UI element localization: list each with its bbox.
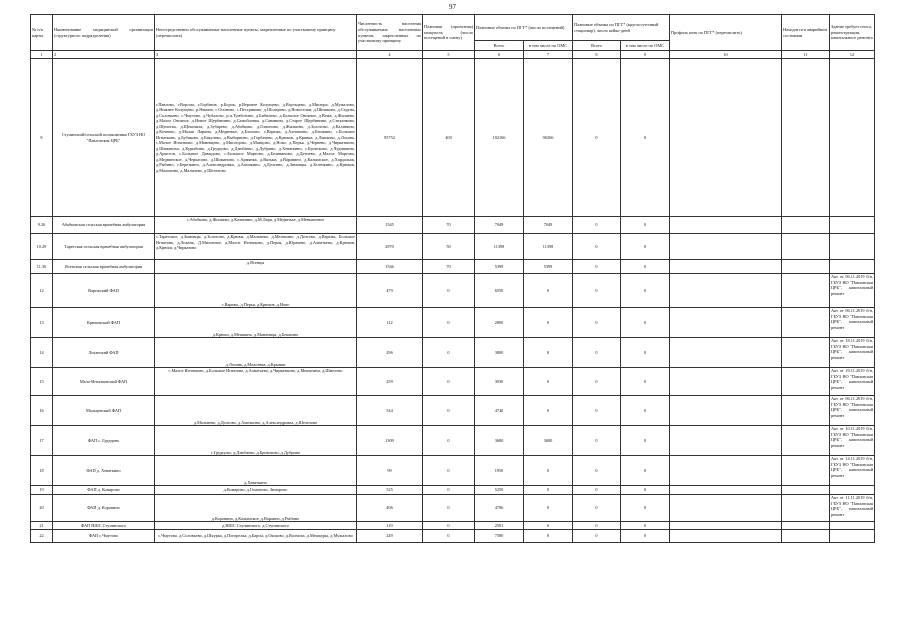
bed-days-total-cell: 0 (573, 426, 621, 456)
visits-oms-cell: 7049 (524, 217, 573, 234)
facility-name: ФАП НШС Ступинского (53, 522, 155, 530)
bed-profile-cell (670, 530, 782, 543)
header-col89: Плановые объемы по ПГГ* (круглосуточный стационар), число койко-дней (573, 15, 670, 41)
population-cell: 259 (357, 368, 423, 396)
bed-days-oms-cell: 0 (621, 495, 670, 522)
facility-name: Варежский ФАП (53, 274, 155, 308)
emergency-cell (782, 59, 830, 217)
repair-cell (830, 522, 875, 530)
visits-total-cell: 3800 (475, 338, 524, 368)
visits-total-cell: 3930 (475, 368, 524, 396)
bed-profile-cell (670, 260, 782, 274)
row-id: 18 (31, 456, 53, 486)
emergency-cell (782, 456, 830, 486)
bed-profile-cell (670, 426, 782, 456)
repair-cell: Акт от 10.11.2019 б/н, ГБУЗ НО "Павловская ЦРБ", капитальный ремонт (830, 426, 875, 456)
facility-name: Мальцевский ФАП (53, 396, 155, 426)
facility-name: Мало-Игнатковский ФАП (53, 368, 155, 396)
served-places: с.Грудцово, д.Дзюбаево, д.Бровсково, д.Дубрино (155, 426, 357, 456)
visits-oms-cell: 0 (524, 530, 573, 543)
facility-name: Ясенская сельская врачебная амбулатория (53, 260, 155, 274)
table-row (31, 426, 875, 456)
bed-days-oms-cell: 0 (621, 217, 670, 234)
repair-cell (830, 530, 875, 543)
bed-profile-cell (670, 456, 782, 486)
population-cell: 479 (357, 274, 423, 308)
facilities-table (30, 14, 875, 543)
repair-cell: Акт от 06.11.2019 б/н, ГБУЗ НО "Павловская ЦРБ", капитальный ремонт (830, 308, 875, 338)
repair-cell: Акт от 06.11.2019 б/н, ГБУЗ НО "Павловская ЦРБ", капитальный ремонт (830, 396, 875, 426)
header-col10: Профиль коек по ПГГ* (перечислить) (670, 15, 782, 51)
col-number: 10 (670, 51, 782, 59)
visits-total-cell: 6550 (475, 274, 524, 308)
col-number: 6 (475, 51, 524, 59)
table-row (31, 260, 875, 274)
capacity-cell: 0 (423, 338, 475, 368)
col-number: 2 (53, 51, 155, 59)
emergency-cell (782, 308, 830, 338)
bed-days-oms-cell: 0 (621, 234, 670, 260)
row-id: 15 (31, 368, 53, 396)
bed-profile-cell (670, 368, 782, 396)
visits-total-cell: 5250 (475, 486, 524, 495)
capacity-cell: 0 (423, 486, 475, 495)
served-places: д.Мальнево, д.Долгово, д.Амочкино, д.Александровка, д.Шелехово (155, 396, 357, 426)
population-cell: 99 (357, 456, 423, 486)
facility-name: ФАП с. Грудцово (53, 426, 155, 456)
repair-cell (830, 260, 875, 274)
table-row (31, 396, 875, 426)
header-col5: Плановая (проектная) мощность (число посещений в смену) (423, 15, 475, 51)
bed-days-total-cell: 0 (573, 530, 621, 543)
header-col3: Непосредственно обслуживаемые населенные пункты, закрепленные по участковому принципу (перечислить) (155, 15, 357, 51)
bed-profile-cell (670, 338, 782, 368)
visits-oms-cell: 0 (524, 308, 573, 338)
header-col2: Наименование медицинской организации (структурного подразделения) (53, 15, 155, 51)
repair-cell: Акт от 14.11.2019 б/н, ГБУЗ НО "Павловская ЦРБ", капитальный ремонт (830, 456, 875, 486)
table-row (31, 59, 875, 217)
row-id: 17 (31, 426, 53, 456)
bed-profile-cell (670, 308, 782, 338)
served-places: с.Абабково, д.Жиляево, д.Калинино, д.М.Ларя, д.Медвежье, д.Меньшеевое (155, 217, 357, 234)
visits-total-cell: 102166 (475, 59, 524, 217)
visits-oms-cell: 0 (524, 338, 573, 368)
served-places: д.Крюки, д.Мешкино, д.Манаевцы, д.Бешкино (155, 308, 357, 338)
visits-oms-cell: 11398 (524, 234, 573, 260)
emergency-cell (782, 396, 830, 426)
capacity-cell: 50 (423, 234, 475, 260)
visits-total-cell: 5399 (475, 260, 524, 274)
population-cell: 525 (357, 486, 423, 495)
population-cell: 95752 (357, 59, 423, 217)
population-cell: 2970 (357, 234, 423, 260)
bed-profile-cell (670, 495, 782, 522)
capacity-cell: 0 (423, 426, 475, 456)
visits-total-cell: 2581 (475, 522, 524, 530)
emergency-cell (782, 522, 830, 530)
emergency-cell (782, 217, 830, 234)
table-row (31, 217, 875, 234)
col-number: 1 (31, 51, 53, 59)
population-cell: 544 (357, 396, 423, 426)
bed-days-total-cell: 0 (573, 234, 621, 260)
table-row (31, 368, 875, 396)
capacity-cell: 0 (423, 274, 475, 308)
bed-days-total-cell: 0 (573, 338, 621, 368)
bed-days-total-cell: 0 (573, 396, 621, 426)
capacity-cell: 0 (423, 495, 475, 522)
row-id: 11.30 (31, 260, 53, 274)
served-places: д.Коровино, д.Калымское, д.Вараино, д.Рыбино (155, 495, 357, 522)
table-row (31, 495, 875, 522)
bed-days-total-cell: 0 (573, 260, 621, 274)
population-cell: 1545 (357, 217, 423, 234)
capacity-cell: 0 (423, 456, 475, 486)
served-places: г.Павлово, г.Ворсма, г.Горбатов, р.Борок, р.Верхнее Колущево, д.Ваульцево, д.Мисюра, д.Мужалово, д.Нижнее Колущево, р.Ячкино, с.Осиново, с.Пестриково, д.Шоларево, д.Новоселки, д.Шишково, д.Струна, д.Соловьево, с.Чмутово, д.Чубалово, р.п.Тумботино, д.Бибилево, д.Большое Овсяное, д.Вежа, д.Жиляево, д.Малое Овсяное, д.Новое Щербинино, д.Самойловка, д.Саванино, д.Старое Щербинино, д.Стиханково, д.Щепотка, д.Щекочиха, д.Зубарево, д.Абабково, д.Гомоново, д.Жилкино, д.Золотово, д.Калинино, д.Кочнево, д.Малая Ларина, д.Медвежье, д.Блохово, с.Варежь, д.Ахнатьево, д.Бешкино, с.Большое Игнатково, д.Бубаково, д.Бакулево, д.Выборново, д.Горбачево, д.Крюков, д.Кривка, д.Лыкково, д.Лохань, с.Малое Игнатково, д.Маневцево, д.Мясоедово, д.Манцово, д.Ново, д.Перья, д.Чернево, д.Чиркаткино, д.Шаманиха, д.Курыбино, д.Грудцово, д.Дзюбаево, д.Дубрино, д.Хеваткино, с.Бровсково, д.Чудинкино, д.Аристов, с.Большое Давыдово, с.Большое Мартово, д.Беливаново, д.Детнево, д.Малое Мартово, д.Медвинское, д.Черкасово, д.Шиманово, с.Армянка, д.Вязьма, д.Варавино, д.Калымское, д.Хардалыж, д.Рыбино, г.Березкино, д.Александровка, д.Амочкино, д.Долгино, д.Зимовцы, д.Зеленкино, д.Крюков, д.Малокино, д.Мальнево, д.Шелехово (155, 59, 357, 217)
bed-days-total-cell: 0 (573, 456, 621, 486)
bed-days-oms-cell: 0 (621, 486, 670, 495)
capacity-cell: 70 (423, 217, 475, 234)
table-row (31, 522, 875, 530)
bed-days-oms-cell: 0 (621, 274, 670, 308)
bed-days-oms-cell: 0 (621, 59, 670, 217)
repair-cell (830, 217, 875, 234)
bed-profile-cell (670, 274, 782, 308)
repair-cell (830, 59, 875, 217)
emergency-cell (782, 426, 830, 456)
served-places: д.НШС Ступинского, д.Ступинского (155, 522, 357, 530)
bed-profile-cell (670, 522, 782, 530)
table-row (31, 338, 875, 368)
visits-oms-cell: 0 (524, 486, 573, 495)
bed-days-total-cell: 0 (573, 217, 621, 234)
facility-name: ФАП д. Комарово (53, 486, 155, 495)
header-col67: Плановые объемы по ПГГ* (число посещений) (475, 15, 573, 41)
emergency-cell (782, 234, 830, 260)
repair-cell: Акт от 11.11.2019 б/н, ГБУЗ НО "Павловская ЦРБ", капитальный ремонт (830, 495, 875, 522)
bed-days-oms-cell: 0 (621, 338, 670, 368)
row-id: 12 (31, 274, 53, 308)
emergency-cell (782, 486, 830, 495)
repair-cell (830, 486, 875, 495)
table-row (31, 456, 875, 486)
col-number: 7 (524, 51, 573, 59)
capacity-cell: 400 (423, 59, 475, 217)
table-row (31, 234, 875, 260)
bed-profile-cell (670, 486, 782, 495)
col-number: 5 (423, 51, 475, 59)
served-places: с.Чмутово, д.Соловьево, д.Шкурка, д.Погорелка, д.Барсы, д.Оксково, д.Волчиха, д.Мешкуры, д.Мужалово (155, 530, 357, 543)
header-col1: № п/п карты (31, 15, 53, 51)
header-col8: Всего (573, 41, 621, 51)
row-id: 19 (31, 486, 53, 495)
capacity-cell: 0 (423, 522, 475, 530)
header-col11: Находится в аварийном состоянии (782, 15, 830, 51)
visits-oms-cell: 0 (524, 495, 573, 522)
served-places: с.Малое Игнатково, д.Большое Игнатово, д.Ахнатьево, д.Чиркаткино, д.Мешаниха, д.Шмелево (155, 368, 357, 396)
visits-oms-cell: 3680 (524, 426, 573, 456)
facility-name: Лоханский ФАП (53, 338, 155, 368)
population-cell: 1546 (357, 260, 423, 274)
capacity-cell: 0 (423, 368, 475, 396)
population-cell: 112 (357, 308, 423, 338)
row-id: 10.29 (31, 234, 53, 260)
bed-days-total-cell: 0 (573, 486, 621, 495)
header-col7: в том числе по ОМС (524, 41, 573, 51)
visits-total-cell: 7580 (475, 530, 524, 543)
served-places: д.Комарово, д.Гомоново, Зимарово (155, 486, 357, 495)
repair-cell: Акт от 18.11.2019 б/н, ГБУЗ НО "Павловская ЦРБ", капитальный ремонт (830, 338, 875, 368)
capacity-cell: 0 (423, 530, 475, 543)
visits-oms-cell: 0 (524, 396, 573, 426)
emergency-cell (782, 274, 830, 308)
served-places: д.Хеваткино (155, 456, 357, 486)
emergency-cell (782, 368, 830, 396)
population-cell: 406 (357, 495, 423, 522)
facility-name: Ступинский/сельский поликлиника ГБУЗ НО "Павловская ЦРБ" (53, 59, 155, 217)
population-cell: 249 (357, 530, 423, 543)
col-number: 3 (155, 51, 357, 59)
row-id: 8 (31, 59, 53, 217)
table-row (31, 486, 875, 495)
served-places: д.Ясенцы (155, 260, 357, 274)
emergency-cell (782, 338, 830, 368)
row-id: 22 (31, 530, 53, 543)
bed-profile-cell (670, 234, 782, 260)
col-number: 9 (621, 51, 670, 59)
col-number: 12 (830, 51, 875, 59)
bed-days-total-cell: 0 (573, 522, 621, 530)
bed-days-oms-cell: 0 (621, 456, 670, 486)
row-id: 13 (31, 308, 53, 338)
bed-days-oms-cell: 0 (621, 368, 670, 396)
row-id: 21 (31, 522, 53, 530)
row-id: 20 (31, 495, 53, 522)
bed-days-total-cell: 0 (573, 308, 621, 338)
header-col9: в том числе по ОМС (621, 41, 670, 51)
header-col4: Численность населения обслуживаемых населенных пунктов, закрепленных по участковому принципу (357, 15, 423, 51)
facility-name: ФАП с.Чмутово (53, 530, 155, 543)
repair-cell (830, 234, 875, 260)
visits-oms-cell: 0 (524, 368, 573, 396)
column-number-row (31, 51, 875, 59)
population-cell: 1309 (357, 426, 423, 456)
visits-total-cell: 3680 (475, 426, 524, 456)
emergency-cell (782, 260, 830, 274)
bed-days-total-cell: 0 (573, 495, 621, 522)
repair-cell: Акт от 19.11.2019 б/н, ГБУЗ НО "Павловская ЦРБ", капитальный ремонт (830, 368, 875, 396)
visits-total-cell: 7049 (475, 217, 524, 234)
col-number: 8 (573, 51, 621, 59)
row-id: 16 (31, 396, 53, 426)
visits-oms-cell: 0 (524, 522, 573, 530)
row-id: 9.26 (31, 217, 53, 234)
bed-days-oms-cell: 0 (621, 260, 670, 274)
repair-cell: Акт от 06.11.2019 б/н, ГБУЗ НО "Павловская ЦРБ", капитальный ремонт (830, 274, 875, 308)
bed-days-oms-cell: 0 (621, 530, 670, 543)
facility-name: ФАП д. Коровино (53, 495, 155, 522)
visits-total-cell: 4706 (475, 495, 524, 522)
bed-days-oms-cell: 0 (621, 396, 670, 426)
bed-profile-cell (670, 59, 782, 217)
bed-days-oms-cell: 0 (621, 522, 670, 530)
page-number: 97 (449, 3, 456, 11)
capacity-cell: 0 (423, 308, 475, 338)
table-row (31, 274, 875, 308)
capacity-cell: 0 (423, 396, 475, 426)
served-places: д.Лохань, д.Малоевка, д.Крынки (155, 338, 357, 368)
emergency-cell (782, 530, 830, 543)
facility-name: Крюковский ФАП (53, 308, 155, 338)
visits-total-cell: 11398 (475, 234, 524, 260)
table-row (31, 308, 875, 338)
header-col6: Всего (475, 41, 524, 51)
visits-total-cell: 4740 (475, 396, 524, 426)
emergency-cell (782, 495, 830, 522)
population-cell: 296 (357, 338, 423, 368)
served-places: с.Тарееское, д.Зимовцы, д.Золотово, д.Крюки, д.Мальнево, д.Мелекино, д.Долгово, д.Варежь, Большое Игнатово, д.Лохань, Д.Миловное, д.Малое Игнатково, д.Перья, д.Юрачево, д.Ахнатьево, д.Крюков, д.Крюки, д.Чиркатово (155, 234, 357, 260)
visits-total-cell: 1950 (475, 456, 524, 486)
bed-profile-cell (670, 217, 782, 234)
facility-name: Тарееская сельская врачебная амбулатория (53, 234, 155, 260)
visits-oms-cell: 5399 (524, 260, 573, 274)
bed-days-total-cell: 0 (573, 368, 621, 396)
header-col12: Здание требует сноса, реконструкции, капитального ремонта (830, 15, 875, 51)
bed-days-oms-cell: 0 (621, 308, 670, 338)
col-number: 4 (357, 51, 423, 59)
bed-days-total-cell: 0 (573, 59, 621, 217)
row-id: 14 (31, 338, 53, 368)
population-cell: 119 (357, 522, 423, 530)
facility-name: Абабковская сельская врачебная амбулатория (53, 217, 155, 234)
table-row (31, 530, 875, 543)
capacity-cell: 70 (423, 260, 475, 274)
col-number: 11 (782, 51, 830, 59)
visits-oms-cell: 90266 (524, 59, 573, 217)
served-places: с.Варежь, д.Перья, д.Крюков, д.Ново (155, 274, 357, 308)
bed-days-total-cell: 0 (573, 274, 621, 308)
bed-days-oms-cell: 0 (621, 426, 670, 456)
visits-oms-cell: 0 (524, 274, 573, 308)
bed-profile-cell (670, 396, 782, 426)
visits-total-cell: 2800 (475, 308, 524, 338)
facility-name: ФАП д. Хеваткино (53, 456, 155, 486)
visits-oms-cell: 0 (524, 456, 573, 486)
